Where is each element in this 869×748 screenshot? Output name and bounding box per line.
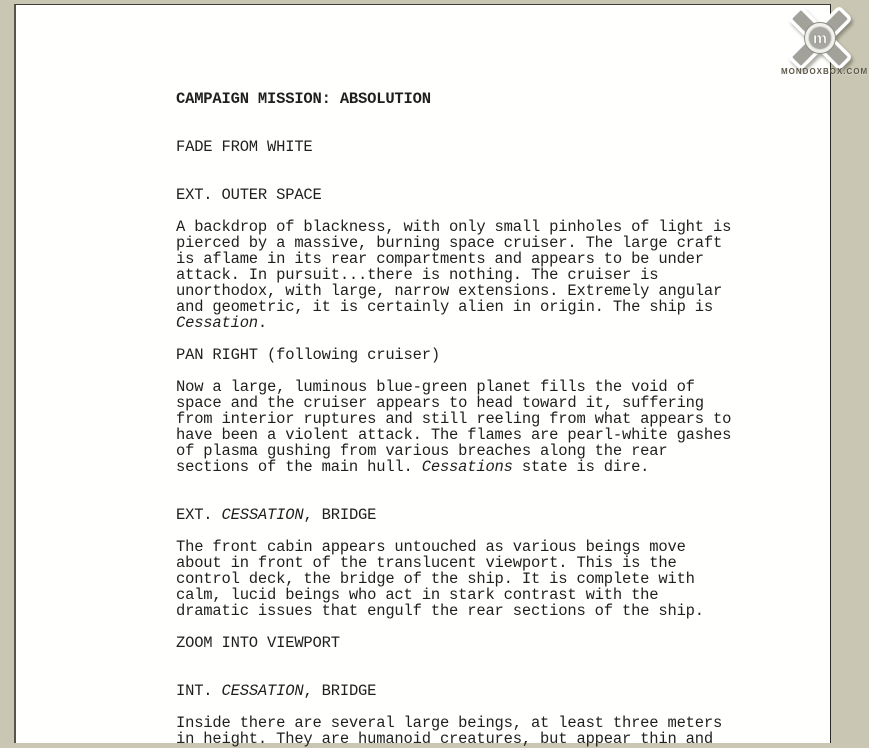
script-line: dramatic issues that engulf the rear sections of the ship. <box>176 602 704 620</box>
script-line: PAN RIGHT (following cruiser) <box>176 346 440 364</box>
script-line: sections of the main hull. Cessations state is dire. <box>176 458 650 476</box>
script-line: CAMPAIGN MISSION: ABSOLUTION <box>176 90 431 108</box>
mission-title <box>176 91 761 107</box>
script-line: unorthodox, with large, narrow extensions. Extremely angular <box>176 282 723 300</box>
script-line: The front cabin appears untouched as various beings move <box>176 538 686 556</box>
site-logo <box>781 5 869 79</box>
script-line: from interior ruptures and still reeling from what appears to <box>176 410 732 428</box>
scene-heading-ext-cessation-bridge <box>176 507 761 523</box>
script-line: FADE FROM WHITE <box>176 138 313 156</box>
script-line: space and the cruiser appears to head toward it, suffering <box>176 394 704 412</box>
logo-monogram: m <box>812 30 828 48</box>
camera-direction-zoom <box>176 635 761 651</box>
action-paragraph-2 <box>176 379 761 475</box>
script-body <box>176 91 761 747</box>
script-line: EXT. OUTER SPACE <box>176 186 322 204</box>
script-line: of plasma gushing from various breaches along the rear <box>176 442 668 460</box>
scene-heading-int-cessation-bridge <box>176 683 761 699</box>
action-paragraph-1 <box>176 219 761 331</box>
script-line: A backdrop of blackness, with only small pinholes of light is <box>176 218 732 236</box>
script-line: INT. CESSATION, BRIDGE <box>176 682 377 700</box>
script-line: about in front of the translucent viewport. This is the <box>176 554 677 572</box>
script-line: Now a large, luminous blue-green planet fills the void of <box>176 378 695 396</box>
action-paragraph-3 <box>176 539 761 619</box>
logo-site-text: MONDOXBOX.COM <box>781 67 869 76</box>
script-line: Cessation. <box>176 314 268 332</box>
script-line: is aflame in its rear compartments and appears to be under <box>176 250 704 268</box>
script-line: attack. In pursuit...there is nothing. The cruiser is <box>176 266 659 284</box>
mondoxbox-x-icon <box>788 6 852 70</box>
script-line: calm, lucid beings who act in stark contrast with the <box>176 586 659 604</box>
transition-fade <box>176 139 761 155</box>
action-paragraph-4 <box>176 715 761 747</box>
document-page <box>14 4 831 748</box>
scene-heading-outer-space <box>176 187 761 203</box>
script-line: and geometric, it is certainly alien in origin. The ship is <box>176 298 713 316</box>
script-line: pierced by a massive, burning space cruiser. The large craft <box>176 234 723 252</box>
script-line: control deck, the bridge of the ship. It is complete with <box>176 570 695 588</box>
camera-direction-pan-right <box>176 347 761 363</box>
script-line: have been a violent attack. The flames are pearl-white gashes <box>176 426 732 444</box>
script-line: EXT. CESSATION, BRIDGE <box>176 506 377 524</box>
script-line: ZOOM INTO VIEWPORT <box>176 634 340 652</box>
script-line: Inside there are several large beings, at least three meters <box>176 714 723 732</box>
script-line: in height. They are humanoid creatures, but appear thin and <box>176 730 713 748</box>
